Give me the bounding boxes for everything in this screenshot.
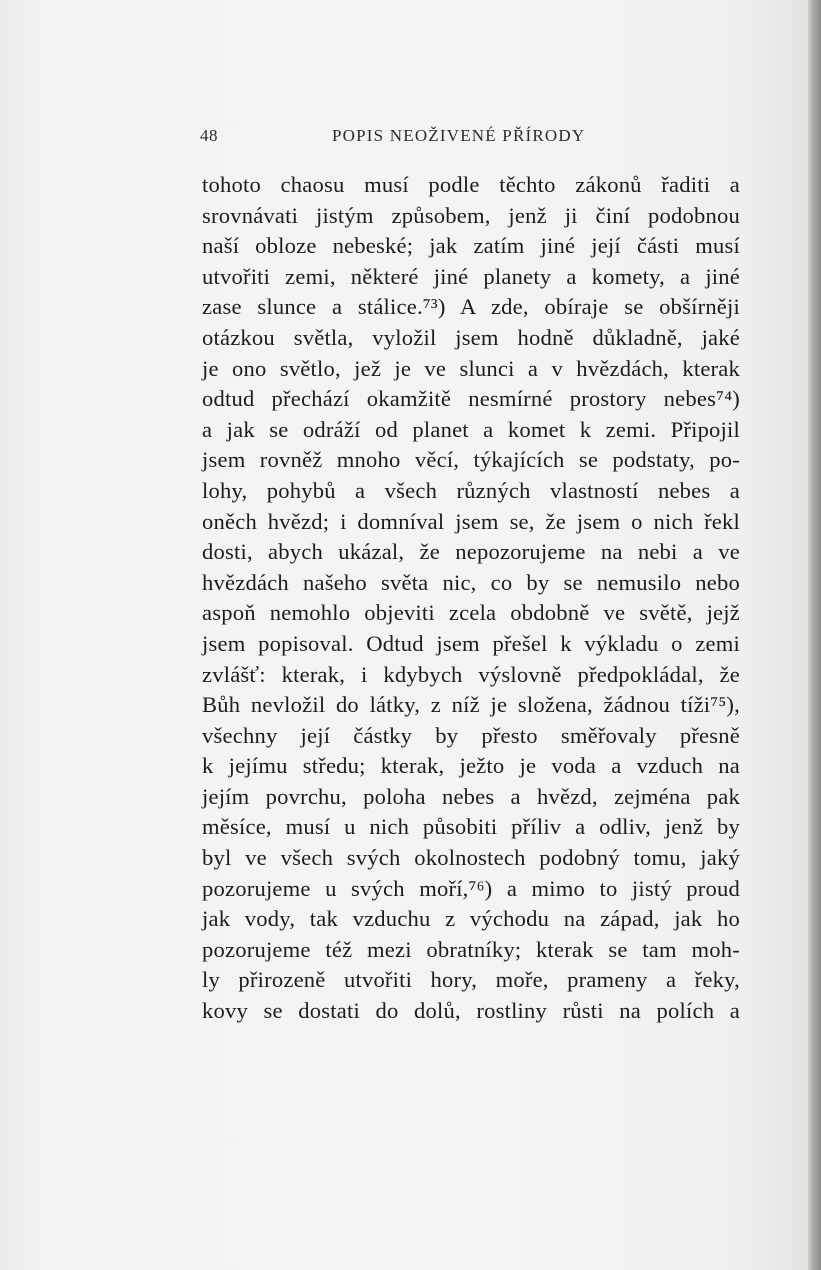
text-line: dosti, abych ukázal, že nepozorujeme na nebi a ve bbox=[202, 539, 740, 565]
text-line: jejím povrchu, poloha nebes a hvězd, zejména pak bbox=[202, 783, 740, 809]
text-line: zvlášť: kterak, i kdybych výslovně předpokládal, že bbox=[202, 661, 740, 687]
text-line: zase slunce a stálice.⁷³) A zde, obíraje se obšírněji bbox=[202, 294, 740, 320]
text-line: odtud přechází okamžitě nesmírné prostory nebes⁷⁴) bbox=[202, 386, 740, 412]
text-line: k jejímu středu; kterak, ježto je voda a vzduch na bbox=[202, 753, 740, 779]
page-edge bbox=[808, 0, 821, 1270]
text-line: otázkou světla, vyložil jsem hodně důkladně, jaké bbox=[202, 324, 740, 350]
text-line: ly přirozeně utvořiti hory, moře, prameny a řeky, bbox=[202, 967, 740, 993]
text-line: je ono světlo, jež je ve slunci a v hvězdách, kterak bbox=[202, 355, 740, 381]
running-title: POPIS NEOŽIVENÉ PŘÍRODY bbox=[332, 126, 586, 145]
text-line: měsíce, musí u nich působiti příliv a odliv, jenž by bbox=[202, 814, 740, 840]
text-line: tohoto chaosu musí podle těchto zákonů řaditi a bbox=[202, 172, 740, 197]
text-line: kovy se dostati do dolů, rostliny růsti na polích a bbox=[202, 998, 740, 1024]
text-line: byl ve všech svých okolnostech podobný tomu, jaký bbox=[202, 845, 740, 871]
text-line: oněch hvězd; i domníval jsem se, že jsem o nich řekl bbox=[202, 508, 740, 534]
text-line: jak vody, tak vzduchu z východu na západ, jak ho bbox=[202, 906, 740, 932]
text-line: Bůh nevložil do látky, z níž je složena, žádnou tíži⁷⁵), bbox=[202, 692, 740, 718]
text-line: naší obloze nebeské; jak zatím jiné její části musí bbox=[202, 233, 740, 259]
text-line: všechny její částky by přesto směřovaly přesně bbox=[202, 722, 740, 748]
text-line: lohy, pohybů a všech různých vlastností nebes a bbox=[202, 477, 740, 503]
text-line: jsem popisoval. Odtud jsem přešel k výkladu o zemi bbox=[202, 630, 740, 656]
text-line: utvořiti zemi, některé jiné planety a komety, a jiné bbox=[202, 263, 740, 289]
running-head bbox=[200, 126, 760, 150]
text-line: hvězdách našeho světa nic, co by se nemusilo nebo bbox=[202, 569, 740, 595]
page-number: 48 bbox=[200, 126, 218, 145]
body-text bbox=[202, 170, 740, 1027]
text-line: srovnávati jistým způsobem, jenž ji činí podobnou bbox=[202, 202, 740, 228]
text-line: aspoň nemohlo objeviti zcela obdobně ve světě, jejž bbox=[202, 600, 740, 626]
text-line: pozorujeme též mezi obratníky; kterak se tam moh- bbox=[202, 936, 740, 962]
text-line: pozorujeme u svých moří,⁷⁶) a mimo to jistý proud bbox=[202, 875, 740, 901]
text-line: jsem rovněž mnoho věcí, týkajících se podstaty, po- bbox=[202, 447, 740, 473]
text-line: a jak se odráží od planet a komet k zemi. Připojil bbox=[202, 416, 740, 442]
